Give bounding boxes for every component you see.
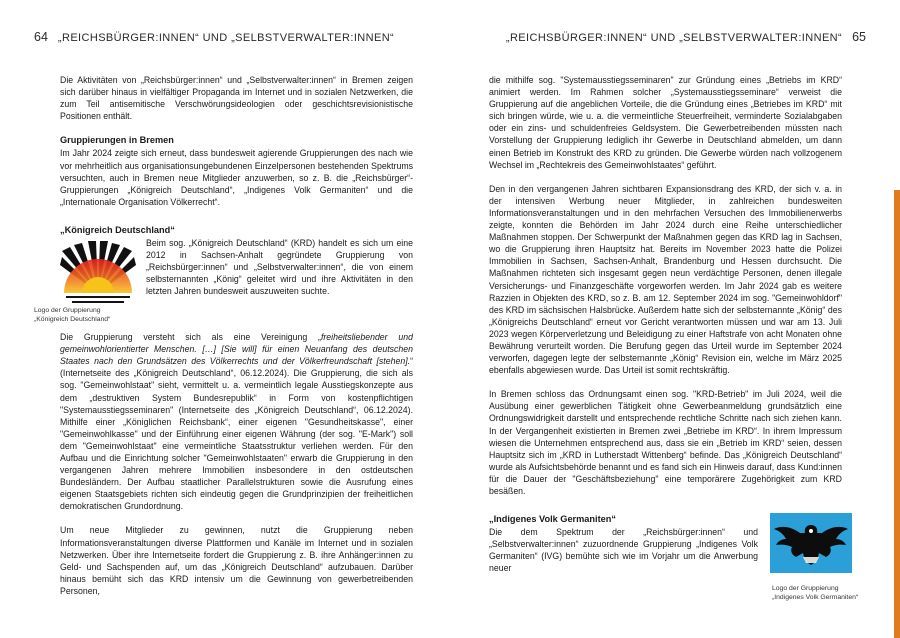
krd-quote: freiheitsliebender und gemeinwohlorientierter Menschen. […] [Sie will] für einen Neuanfang des deutschen Staates nach den Grundsätzen des Völkerrechts und der Völkerfreundschaft [stehen]. xyxy=(60,332,413,367)
krd-logo-caption-line-1: Logo der Gruppierung xyxy=(34,307,101,314)
orange-edge-bar xyxy=(894,190,900,638)
left-page-number: 64 xyxy=(34,30,48,44)
krd-paragraph-1: Beim sog. „Königreich Deutschland“ (KRD) handelt es sich um eine 2012 in Sachsen-Anhalt gegründete Gruppierung von „Reichsbürger:innen“ und „Selbstverwalter:innen“, die von einem selbsternannten „König“ geleitet wird und ihre Aktivitäten in den letzten Jahren bundesweit auszuweiten suchte. xyxy=(146,238,413,297)
krd-paragraph-2-start: Die Gruppierung versteht sich als eine Vereinigung „ xyxy=(60,332,321,343)
heading-ivg: „Indigenes Volk Germaniten“ xyxy=(489,514,616,525)
ivg-logo-image xyxy=(770,513,852,573)
left-running-head-text: „REICHSBÜRGER:INNEN“ UND „SELBSTVERWALTER:INNEN“ xyxy=(57,32,395,44)
expansion-paragraph: Den in den vergangenen Jahren sichtbaren Expansionsdrang des KRD, der sich v. a. in der intensiven Werbung neuer Mitglieder, in zahlreichen bundesweiten Informationsveranstaltungen und in den mehrfachen Versuchen des Immobilienerwerbs zeigte, konnten die Behörden im Jahr 2024 durch eine Reihe unterschiedlicher Maßnahmen stoppen. Der Schwerpunkt der Maßnahmen gegen das KRD lag in Sachsen, wo die Gruppierung ihren Hauptsitz hat. Bereits im November 2023 hatte die Polizei Immobilien in Sachsen, Sachsen-Anhalt, Brandenburg und Hessen durchsucht. Die Maßnahmen richteten sich insgesamt gegen neun verdächtige Personen, denen illegale Versicherungs- und Finanzgeschäfte vorgeworfen werden. Im Jahr 2024 gab es weitere Razzien in Objekten des KRD, so z. B. am 12. September 2024 im sog. "Gemeinwohldorf" des KRD im sächsischen Halsbrücke. Außerdem hatte sich der selbsternannte „König“ des „Königreichs Deutschland“ erneut vor Gericht verantworten müssen und war am 13. Juli 2023 wegen Körperverletzung und Beleidigung zu einer Haftstrafe von acht Monaten ohne Bewährung verurteilt worden. Die Berufung gegen das Urteil wurde im September 2024 verworfen, dagegen legte der selbsternannte „König“ Revision ein, welche im März 2025 ebenfalls abgewiesen wurde. Das Urteil ist somit rechtskräftig. xyxy=(489,183,842,376)
ivg-logo-caption-line-2: „Indigenes Volk Germaniten“ xyxy=(772,593,859,601)
ivg-paragraph: Die dem Spektrum der „Reichsbürger:innen“ und „Selbstverwalter:innen“ zuzuordnende Gruppierung „Indigenes Volk Germaniten“ (IVG) bemühte sich wie im Vorjahr um die Anwerbung neuer xyxy=(489,527,758,574)
right-running-head xyxy=(506,30,866,44)
continuation-paragraph: die mithilfe sog. "Systemausstiegsseminaren" zur Gründung eines „Betriebs im KRD“ animiert werden. Im Rahmen solcher „Systemausstiegsseminare“ verweist die Gruppierung auf die angeblichen Vorteile, die die Gründung eines „Betriebes im KRD“ mit sich bringen würde, wie u. a. die vermeintliche Steuerfreiheit, verminderte Sozialabgaben oder ein zins- und schuldenfreies Geldsystem. Die Gewerbetreibenden müssten nach Vorstellung der Gruppierung lediglich ihr Gewerbe in Deutschland abmelden, um dann einen Betrieb im Konstrukt des KRD zu gründen. Die Gewerbe würden nach vollzogenem Wechsel im „Rechtekreis des Gemeinwohlstaates“ geführt. xyxy=(489,75,842,170)
ivg-logo-caption-line-1: Logo der Gruppierung xyxy=(772,585,839,592)
bremen-krd-paragraph: In Bremen schloss das Ordnungsamt einen sog. "KRD-Betrieb" im Juli 2024, weil die Ausübung einer gewerblichen Tätigkeit ohne Gewerbeanmeldung grundsätzlich eine Ordnungswidrigkeit darstellt und entsprechende rechtliche Schritte nach sich ziehen kann. In der Vergangenheit existierten in Bremen zwei „Betriebe im KRD“. In ihrem Impressum wiesen die Unternehmen entsprechend aus, dass sie ein „Betrieb im KRD“ seien, dessen Hauptsitz sich im „KRD in Lutherstadt Wittenberg“ befinde. Das „Königreich Deutschland“ wurde als Aufsichtsbehörde benannt und es fand sich ein Hinweis darauf, dass Kund:innen für die Dauer der "Geschäftsbeziehung" eine temporärere Zugehörigkeit zum KRD besäßen. xyxy=(489,389,842,496)
right-running-head-text: „REICHSBÜRGER:INNEN“ UND „SELBSTVERWALTER:INNEN“ xyxy=(505,32,843,44)
heading-krd: „Königreich Deutschland“ xyxy=(60,224,175,235)
krd-paragraph-2 xyxy=(60,331,413,512)
members-paragraph: Um neue Mitglieder zu gewinnen, nutzt die Gruppierung neben Informationsveranstaltungen diverse Plattformen und Kanäle im Internet und in sozialen Netzwerken. Über ihre Internetseite fordert die Gruppierung z. B. ihre Anhänger:innen zu Geld- und Sachspenden auf, um das „Königreich Deutschland“ aufzubauen. Darüber hinaus bemüht sich das KRD intensiv um die Gewinnung von gewerbetreibenden Personen, xyxy=(60,525,413,596)
right-page-number: 65 xyxy=(852,30,866,44)
krd-logo-caption xyxy=(34,307,134,324)
krd-logo-caption-line-2: „Königreich Deutschland“ xyxy=(34,315,111,323)
left-text-column xyxy=(60,74,413,597)
ivg-logo-caption xyxy=(772,585,882,602)
groups-paragraph: Im Jahr 2024 zeigte sich erneut, dass bundesweit agierende Gruppierungen des nach wie vor mehrheitlich aus organisationsungebundenen Einzelpersonen bestehenden Spektrums versuchten, auch in Bremen neue Mitglieder anzuwerben, so z. B. die „Reichsbürger“-Gruppierungen „Königreich Deutschland“, „Indigenes Volk Germaniten“ und die „Internationale Organisation Völkerrecht“. xyxy=(60,148,413,207)
right-text-column xyxy=(489,74,842,577)
krd-paragraph-2-rest: “ (Internetseite des „Königreich Deutschland“, 06.12.2024). Die Gruppierung, die sich als sog. "Gemeinwohlstaat" sieht, vermittelt u. a. vermeintlich legale Ausstiegskonzepte aus dem „destruktiven System Bundesrepublik“ in Form von kostenpflichtigen "Systemausstiegsseminaren" (Internetseite des „Königreich Deutschland“, 06.12.2024). Mithilfe einer „Königlichen Reichsbank“, einer eigenen "Gesundheitskasse", einer "Gemeinwohlkasse" und der Einführung einer eigenen Währung (der sog. "E-Mark") soll dem "Gemeinwohlstaat" eine vermeintliche Staatsstruktur verliehen werden. Für den Aufbau und die Einrichtung solcher "Gemeinwohlstaaten" erwarb die Gruppierung in den vergangenen Jahren mehrere Immobilien insbesondere in den ostdeutschen Bundesländern. Der Aufbau staatlicher Parallelstrukturen sowie die Ausrufung eines eigenen Staatsgebiets richten sich eindeutig gegen die Grundprinzipien der freiheitlichen demokratischen Grundordnung. xyxy=(60,356,413,512)
intro-paragraph: Die Aktivitäten von „Reichsbürger:innen“ und „Selbstverwalter:innen“ in Bremen zeigen sich darüber hinaus in vielfältiger Propaganda im Internet und in sozialen Netzwerken, die zum Teil antisemitische Verschwörungsideologien oder geschichtsrevisionistische Positionen enthält. xyxy=(60,75,413,122)
krd-logo-image xyxy=(60,241,136,311)
left-running-head xyxy=(34,30,394,44)
heading-groups-bremen: Gruppierungen in Bremen xyxy=(60,135,174,146)
